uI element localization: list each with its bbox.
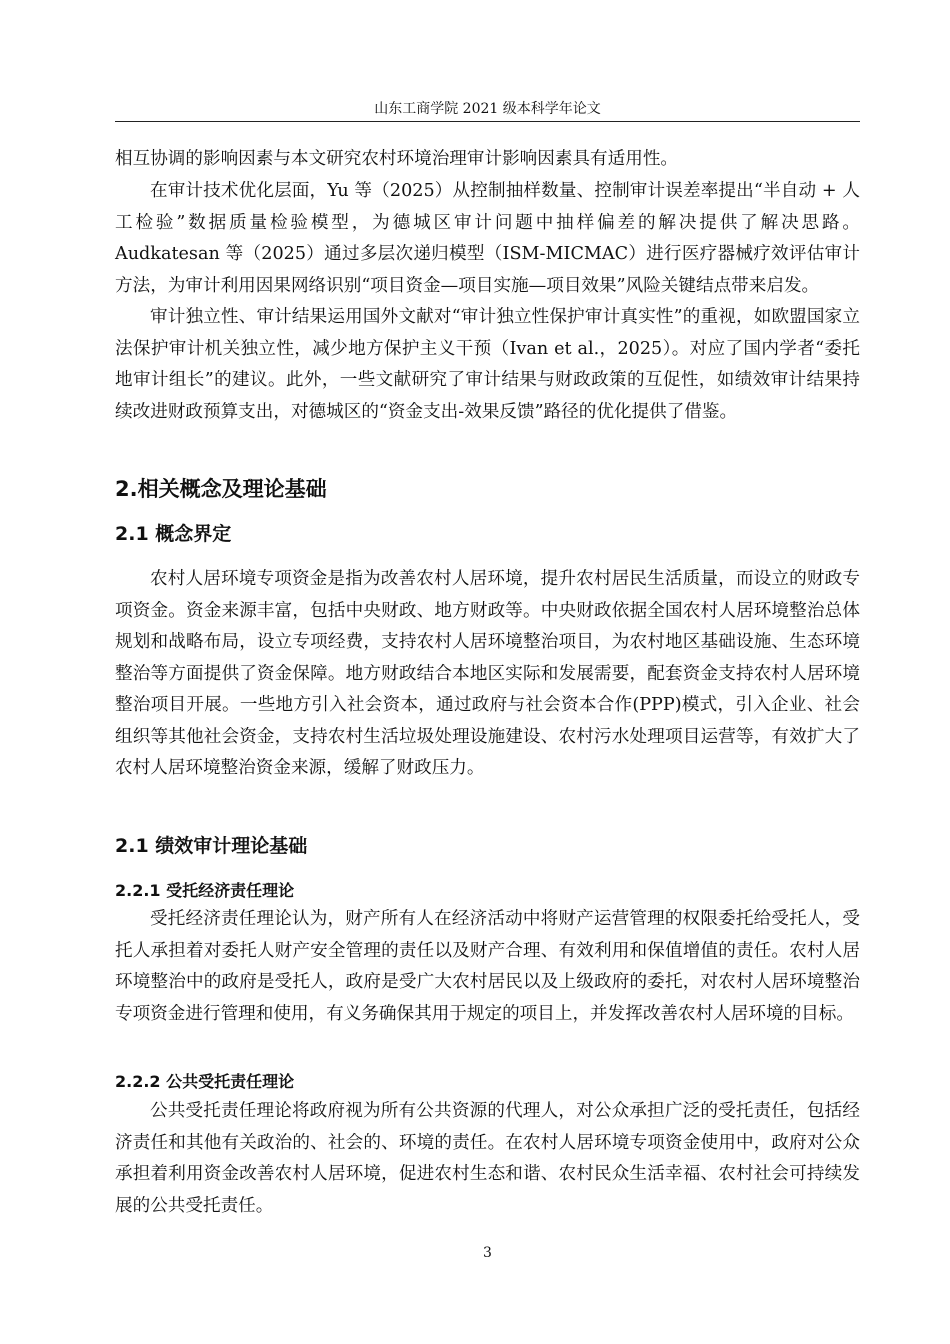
paragraph-special-funds: 农村人居环境专项资金是指为改善农村人居环境，提升农村居民生活质量，而设立的财政专项资金。资金来源丰富，包括中央财政、地方财政等。中央财政依据全国农村人居环境整治总体规划和战略布局，设立专项经费，支持农村人居环境整治项目，为农村地区基础设施、生态环境整治等方面提供了资金保障。地方财政结合本地区实际和发展需要，配套资金支持农村人居环境整治项目开展。一些地方引入社会资本，通过政府与社会资本合作(PPP)模式，引入企业、社会组织等其他社会资金，支持农村生活垃圾处理设施建设、农村污水处理项目运营等，有效扩大了农村人居环境整治资金来源，缓解了财政压力。 <box>115 569 860 778</box>
page-header: 山东工商学院 2021 级本科学年论文 <box>374 101 601 117</box>
paragraph-public-entrusted: 公共受托责任理论将政府视为所有公共资源的代理人，对公众承担广泛的受托责任，包括经济责任和其他有关政治的、社会的、环境的责任。在农村人居环境专项资金使用中，政府对公众承担着利用资金改善农村人居环境，促进农村生态和谐、农村民众生活幸福、农村社会可持续发展的公共受托责任。 <box>115 1101 860 1216</box>
paragraph-entrusted-economic: 受托经济责任理论认为，财产所有人在经济活动中将财产运营管理的权限委托给受托人，受托人承担着对委托人财产安全管理的责任以及财产合理、有效利用和保值增值的责任。农村人居环境整治中的政府是受托人，政府是受广大农村居民以及上级政府的委托，对农村人居环境整治专项资金进行管理和使用，有义务确保其用于规定的项目上，并发挥改善农村人居环境的目标。 <box>115 909 860 1024</box>
heading-2-1-theory: 2.1 绩效审计理论基础 <box>115 835 308 857</box>
header-rule <box>115 121 860 122</box>
heading-2-2-2: 2.2.2 公共受托责任理论 <box>115 1072 295 1091</box>
heading-chapter-2: 2.相关概念及理论基础 <box>115 477 327 501</box>
heading-2-1-concept: 2.1 概念界定 <box>115 523 232 545</box>
paragraph-audit-independence: 审计独立性、审计结果运用国外文献对“审计独立性保护审计真实性”的重视，如欧盟国家立法保护审计机关独立性，减少地方保护主义干预（Ivan et al.，2025）。对应了国内学者“委托地审计组长”的建议。此外，一些文献研究了审计结果与财政政策的互促性，如绩效审计结果持续改进财政预算支出，对德城区的“资金支出-效果反馈”路径的优化提供了借鉴。 <box>115 307 860 422</box>
heading-2-2-1: 2.2.1 受托经济责任理论 <box>115 881 295 900</box>
paragraph-continuation: 相互协调的影响因素与本文研究农村环境治理审计影响因素具有适用性。 <box>115 149 679 169</box>
paragraph-audit-technique: 在审计技术优化层面，Yu 等（2025）从控制抽样数量、控制审计误差率提出“半自动 + 人工检验”数据质量检验模型，为德城区审计问题中抽样偏差的解决提供了解决思路。Audkatesan 等（2025）通过多层次递归模型（ISM-MICMAC）进行医疗器械疗效评估审计方法，为审计利用因果网络识别“项目资金—项目实施—项目效果”风险关键结点带来启发。 <box>115 181 860 296</box>
page-number: 3 <box>483 1245 492 1261</box>
